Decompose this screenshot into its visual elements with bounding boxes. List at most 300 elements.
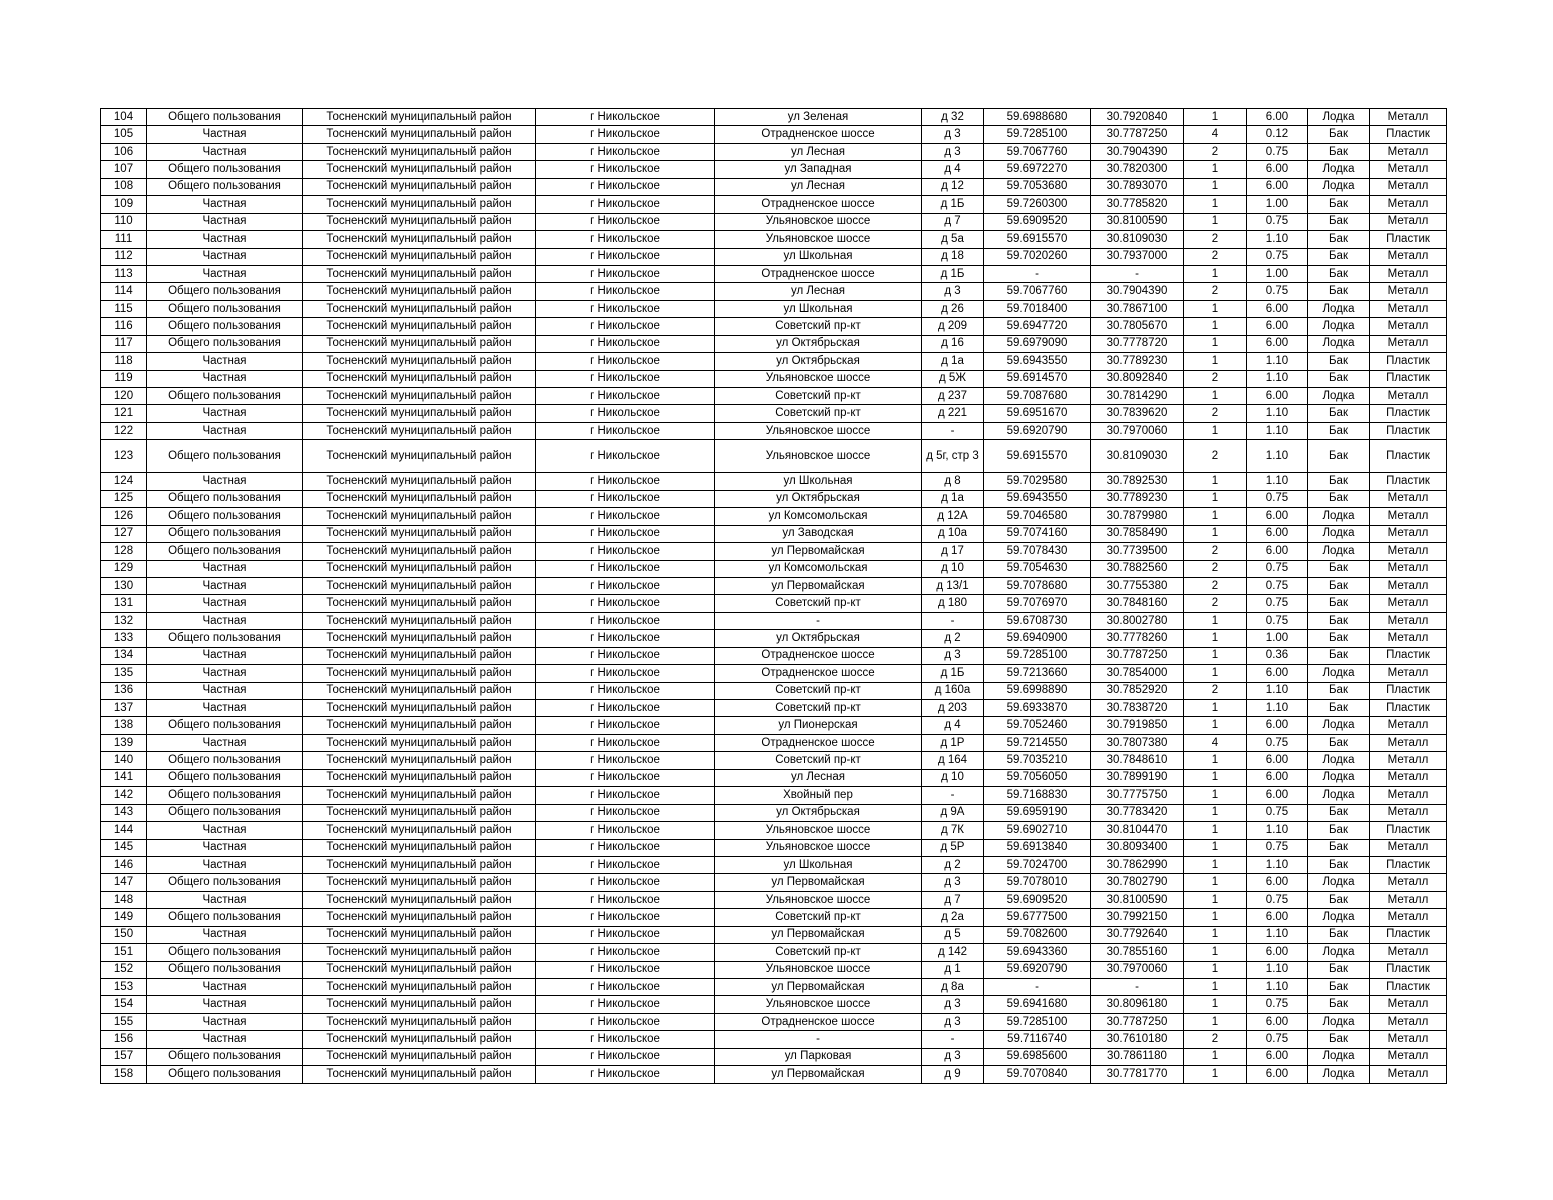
cell-latitude: 59.7074160 bbox=[984, 525, 1091, 542]
cell-volume: 6.00 bbox=[1247, 178, 1308, 195]
cell-count: 1 bbox=[1184, 1066, 1247, 1083]
cell-longitude: 30.8109030 bbox=[1091, 440, 1184, 473]
cell-district: Тосненский муниципальный район bbox=[303, 630, 536, 647]
cell-container-type: Бак bbox=[1308, 126, 1370, 143]
cell-settlement: г Никольское bbox=[536, 822, 715, 839]
cell-volume: 0.75 bbox=[1247, 577, 1308, 594]
cell-settlement: г Никольское bbox=[536, 700, 715, 717]
cell-volume: 1.10 bbox=[1247, 979, 1308, 996]
cell-street: ул Октябрьская bbox=[715, 630, 922, 647]
cell-house: д 164 bbox=[922, 752, 984, 769]
cell-access-type: Общего пользования bbox=[147, 944, 303, 961]
cell-container-type: Лодка bbox=[1308, 318, 1370, 335]
table-row bbox=[101, 630, 1447, 647]
cell-volume: 0.75 bbox=[1247, 839, 1308, 856]
table-row bbox=[101, 996, 1447, 1013]
cell-count: 1 bbox=[1184, 525, 1247, 542]
cell-container-type: Бак bbox=[1308, 734, 1370, 751]
cell-count: 1 bbox=[1184, 318, 1247, 335]
cell-settlement: г Никольское bbox=[536, 525, 715, 542]
cell-latitude: 59.7046580 bbox=[984, 508, 1091, 525]
cell-material: Металл bbox=[1370, 560, 1447, 577]
cell-longitude: 30.8092840 bbox=[1091, 370, 1184, 387]
cell-number: 108 bbox=[101, 178, 147, 195]
cell-container-type: Бак bbox=[1308, 231, 1370, 248]
cell-access-type: Общего пользования bbox=[147, 161, 303, 178]
cell-longitude: 30.7787250 bbox=[1091, 126, 1184, 143]
cell-access-type: Общего пользования bbox=[147, 961, 303, 978]
cell-container-type: Лодка bbox=[1308, 178, 1370, 195]
cell-container-type: Лодка bbox=[1308, 944, 1370, 961]
cell-house: д 9А bbox=[922, 804, 984, 821]
cell-number: 128 bbox=[101, 543, 147, 560]
cell-latitude: 59.7067760 bbox=[984, 143, 1091, 160]
cell-count: 1 bbox=[1184, 630, 1247, 647]
cell-material: Металл bbox=[1370, 909, 1447, 926]
cell-street: Ульяновское шоссе bbox=[715, 996, 922, 1013]
cell-volume: 6.00 bbox=[1247, 874, 1308, 891]
cell-container-type: Лодка bbox=[1308, 1066, 1370, 1083]
cell-latitude: - bbox=[984, 979, 1091, 996]
cell-latitude: 59.6947720 bbox=[984, 318, 1091, 335]
cell-settlement: г Никольское bbox=[536, 630, 715, 647]
data-sheet bbox=[100, 108, 1447, 1084]
cell-street: Отрадненское шоссе bbox=[715, 665, 922, 682]
cell-longitude: 30.7787250 bbox=[1091, 647, 1184, 664]
table-row bbox=[101, 1048, 1447, 1065]
cell-access-type: Общего пользования bbox=[147, 909, 303, 926]
cell-latitude: 59.7168830 bbox=[984, 787, 1091, 804]
cell-longitude: 30.7787250 bbox=[1091, 1013, 1184, 1030]
cell-volume: 6.00 bbox=[1247, 335, 1308, 352]
cell-count: 1 bbox=[1184, 996, 1247, 1013]
cell-material: Металл bbox=[1370, 178, 1447, 195]
cell-container-type: Лодка bbox=[1308, 300, 1370, 317]
cell-container-type: Бак bbox=[1308, 370, 1370, 387]
cell-latitude: 59.6915570 bbox=[984, 440, 1091, 473]
cell-latitude: 59.7035210 bbox=[984, 752, 1091, 769]
cell-house: д 160а bbox=[922, 682, 984, 699]
cell-access-type: Общего пользования bbox=[147, 109, 303, 126]
cell-longitude: 30.7755380 bbox=[1091, 577, 1184, 594]
cell-material: Металл bbox=[1370, 839, 1447, 856]
cell-volume: 1.10 bbox=[1247, 700, 1308, 717]
cell-house: д 3 bbox=[922, 1013, 984, 1030]
cell-longitude: 30.7882560 bbox=[1091, 560, 1184, 577]
cell-volume: 1.10 bbox=[1247, 926, 1308, 943]
cell-district: Тосненский муниципальный район bbox=[303, 752, 536, 769]
cell-house: д 3 bbox=[922, 996, 984, 1013]
cell-number: 140 bbox=[101, 752, 147, 769]
table-row bbox=[101, 891, 1447, 908]
table-row bbox=[101, 422, 1447, 439]
cell-volume: 1.10 bbox=[1247, 440, 1308, 473]
cell-count: 1 bbox=[1184, 822, 1247, 839]
cell-longitude: 30.7919850 bbox=[1091, 717, 1184, 734]
cell-latitude: 59.6708730 bbox=[984, 612, 1091, 629]
cell-district: Тосненский муниципальный район bbox=[303, 856, 536, 873]
cell-longitude: 30.7789230 bbox=[1091, 353, 1184, 370]
cell-material: Металл bbox=[1370, 630, 1447, 647]
cell-district: Тосненский муниципальный район bbox=[303, 178, 536, 195]
cell-settlement: г Никольское bbox=[536, 490, 715, 507]
table-row bbox=[101, 647, 1447, 664]
cell-number: 118 bbox=[101, 353, 147, 370]
cell-material: Металл bbox=[1370, 265, 1447, 282]
cell-count: 2 bbox=[1184, 595, 1247, 612]
cell-material: Металл bbox=[1370, 769, 1447, 786]
cell-settlement: г Никольское bbox=[536, 682, 715, 699]
cell-street: Советский пр-кт bbox=[715, 944, 922, 961]
cell-container-type: Лодка bbox=[1308, 525, 1370, 542]
cell-longitude: 30.7892530 bbox=[1091, 473, 1184, 490]
cell-number: 114 bbox=[101, 283, 147, 300]
cell-volume: 0.75 bbox=[1247, 612, 1308, 629]
table-row bbox=[101, 300, 1447, 317]
cell-access-type: Частная bbox=[147, 405, 303, 422]
cell-volume: 6.00 bbox=[1247, 161, 1308, 178]
cell-latitude: 59.7054630 bbox=[984, 560, 1091, 577]
cell-container-type: Бак bbox=[1308, 353, 1370, 370]
cell-volume: 6.00 bbox=[1247, 1066, 1308, 1083]
cell-count: 1 bbox=[1184, 909, 1247, 926]
cell-latitude: 59.6979090 bbox=[984, 335, 1091, 352]
cell-volume: 1.10 bbox=[1247, 370, 1308, 387]
cell-longitude: 30.7862990 bbox=[1091, 856, 1184, 873]
cell-district: Тосненский муниципальный район bbox=[303, 318, 536, 335]
cell-district: Тосненский муниципальный район bbox=[303, 822, 536, 839]
cell-latitude: 59.7070840 bbox=[984, 1066, 1091, 1083]
cell-access-type: Частная bbox=[147, 665, 303, 682]
cell-longitude: 30.7785820 bbox=[1091, 196, 1184, 213]
cell-number: 148 bbox=[101, 891, 147, 908]
cell-container-type: Лодка bbox=[1308, 1013, 1370, 1030]
cell-latitude: 59.7078010 bbox=[984, 874, 1091, 891]
cell-settlement: г Никольское bbox=[536, 178, 715, 195]
cell-material: Металл bbox=[1370, 525, 1447, 542]
cell-material: Металл bbox=[1370, 612, 1447, 629]
cell-longitude: 30.8002780 bbox=[1091, 612, 1184, 629]
cell-district: Тосненский муниципальный район bbox=[303, 909, 536, 926]
cell-number: 136 bbox=[101, 682, 147, 699]
cell-longitude: 30.7848610 bbox=[1091, 752, 1184, 769]
cell-house: д 16 bbox=[922, 335, 984, 352]
cell-material: Металл bbox=[1370, 1031, 1447, 1048]
cell-latitude: 59.6941680 bbox=[984, 996, 1091, 1013]
cell-house: д 1а bbox=[922, 490, 984, 507]
cell-street: Ульяновское шоссе bbox=[715, 370, 922, 387]
table-row bbox=[101, 595, 1447, 612]
cell-settlement: г Никольское bbox=[536, 109, 715, 126]
cell-latitude: 59.6914570 bbox=[984, 370, 1091, 387]
cell-count: 1 bbox=[1184, 196, 1247, 213]
cell-count: 2 bbox=[1184, 370, 1247, 387]
cell-count: 2 bbox=[1184, 248, 1247, 265]
cell-number: 147 bbox=[101, 874, 147, 891]
cell-material: Металл bbox=[1370, 996, 1447, 1013]
cell-longitude: 30.7855160 bbox=[1091, 944, 1184, 961]
cell-latitude: 59.6943550 bbox=[984, 353, 1091, 370]
cell-access-type: Частная bbox=[147, 126, 303, 143]
cell-number: 132 bbox=[101, 612, 147, 629]
cell-district: Тосненский муниципальный район bbox=[303, 612, 536, 629]
cell-number: 150 bbox=[101, 926, 147, 943]
cell-settlement: г Никольское bbox=[536, 577, 715, 594]
cell-district: Тосненский муниципальный район bbox=[303, 944, 536, 961]
cell-volume: 1.10 bbox=[1247, 353, 1308, 370]
table-row bbox=[101, 109, 1447, 126]
cell-material: Пластик bbox=[1370, 822, 1447, 839]
cell-number: 157 bbox=[101, 1048, 147, 1065]
cell-district: Тосненский муниципальный район bbox=[303, 804, 536, 821]
cell-latitude: 59.7052460 bbox=[984, 717, 1091, 734]
cell-number: 144 bbox=[101, 822, 147, 839]
cell-latitude: 59.7213660 bbox=[984, 665, 1091, 682]
cell-container-type: Лодка bbox=[1308, 717, 1370, 734]
cell-house: д 221 bbox=[922, 405, 984, 422]
cell-material: Пластик bbox=[1370, 856, 1447, 873]
cell-number: 146 bbox=[101, 856, 147, 873]
cell-access-type: Частная bbox=[147, 891, 303, 908]
cell-count: 1 bbox=[1184, 612, 1247, 629]
cell-house: д 7 bbox=[922, 891, 984, 908]
cell-count: 2 bbox=[1184, 682, 1247, 699]
cell-volume: 6.00 bbox=[1247, 717, 1308, 734]
cell-longitude: 30.7879980 bbox=[1091, 508, 1184, 525]
cell-volume: 0.75 bbox=[1247, 996, 1308, 1013]
cell-district: Тосненский муниципальный район bbox=[303, 143, 536, 160]
cell-district: Тосненский муниципальный район bbox=[303, 717, 536, 734]
cell-number: 142 bbox=[101, 787, 147, 804]
cell-count: 1 bbox=[1184, 473, 1247, 490]
data-table bbox=[100, 108, 1447, 1084]
cell-number: 117 bbox=[101, 335, 147, 352]
table-row bbox=[101, 822, 1447, 839]
cell-volume: 6.00 bbox=[1247, 752, 1308, 769]
cell-access-type: Общего пользования bbox=[147, 787, 303, 804]
cell-access-type: Частная bbox=[147, 856, 303, 873]
cell-district: Тосненский муниципальный район bbox=[303, 682, 536, 699]
cell-container-type: Бак bbox=[1308, 822, 1370, 839]
cell-container-type: Бак bbox=[1308, 440, 1370, 473]
cell-district: Тосненский муниципальный район bbox=[303, 647, 536, 664]
cell-settlement: г Никольское bbox=[536, 508, 715, 525]
cell-district: Тосненский муниципальный район bbox=[303, 560, 536, 577]
table-row bbox=[101, 318, 1447, 335]
cell-house: д 4 bbox=[922, 161, 984, 178]
cell-access-type: Частная bbox=[147, 926, 303, 943]
cell-count: 1 bbox=[1184, 178, 1247, 195]
cell-longitude: 30.7783420 bbox=[1091, 804, 1184, 821]
cell-access-type: Частная bbox=[147, 143, 303, 160]
table-row bbox=[101, 543, 1447, 560]
cell-house: д 203 bbox=[922, 700, 984, 717]
cell-house: д 2 bbox=[922, 630, 984, 647]
cell-number: 133 bbox=[101, 630, 147, 647]
cell-house: д 3 bbox=[922, 874, 984, 891]
cell-container-type: Лодка bbox=[1308, 109, 1370, 126]
cell-longitude: 30.7781770 bbox=[1091, 1066, 1184, 1083]
cell-settlement: г Никольское bbox=[536, 944, 715, 961]
cell-volume: 0.75 bbox=[1247, 143, 1308, 160]
cell-house: д 18 bbox=[922, 248, 984, 265]
cell-container-type: Бак bbox=[1308, 473, 1370, 490]
cell-access-type: Частная bbox=[147, 560, 303, 577]
cell-street: ул Лесная bbox=[715, 283, 922, 300]
cell-house: д 2а bbox=[922, 909, 984, 926]
cell-container-type: Бак bbox=[1308, 839, 1370, 856]
cell-house: д 32 bbox=[922, 109, 984, 126]
cell-number: 116 bbox=[101, 318, 147, 335]
cell-settlement: г Никольское bbox=[536, 996, 715, 1013]
cell-count: 2 bbox=[1184, 1031, 1247, 1048]
cell-volume: 0.75 bbox=[1247, 595, 1308, 612]
cell-container-type: Бак bbox=[1308, 961, 1370, 978]
cell-district: Тосненский муниципальный район bbox=[303, 734, 536, 751]
cell-number: 145 bbox=[101, 839, 147, 856]
cell-house: д 2 bbox=[922, 856, 984, 873]
cell-count: 2 bbox=[1184, 405, 1247, 422]
cell-street: ул Парковая bbox=[715, 1048, 922, 1065]
cell-street: ул Школьная bbox=[715, 856, 922, 873]
cell-district: Тосненский муниципальный район bbox=[303, 109, 536, 126]
table-row bbox=[101, 213, 1447, 230]
cell-access-type: Частная bbox=[147, 700, 303, 717]
cell-street: Отрадненское шоссе bbox=[715, 265, 922, 282]
cell-access-type: Частная bbox=[147, 213, 303, 230]
cell-access-type: Частная bbox=[147, 353, 303, 370]
cell-district: Тосненский муниципальный район bbox=[303, 508, 536, 525]
cell-access-type: Частная bbox=[147, 822, 303, 839]
cell-material: Металл bbox=[1370, 787, 1447, 804]
cell-longitude: 30.8093400 bbox=[1091, 839, 1184, 856]
cell-latitude: 59.6998890 bbox=[984, 682, 1091, 699]
cell-longitude: 30.7802790 bbox=[1091, 874, 1184, 891]
cell-access-type: Общего пользования bbox=[147, 318, 303, 335]
cell-count: 2 bbox=[1184, 440, 1247, 473]
cell-access-type: Частная bbox=[147, 422, 303, 439]
cell-count: 2 bbox=[1184, 543, 1247, 560]
cell-access-type: Общего пользования bbox=[147, 769, 303, 786]
cell-container-type: Бак bbox=[1308, 577, 1370, 594]
cell-number: 129 bbox=[101, 560, 147, 577]
cell-volume: 6.00 bbox=[1247, 769, 1308, 786]
cell-material: Металл bbox=[1370, 318, 1447, 335]
cell-container-type: Бак bbox=[1308, 804, 1370, 821]
cell-volume: 6.00 bbox=[1247, 665, 1308, 682]
cell-number: 156 bbox=[101, 1031, 147, 1048]
cell-district: Тосненский муниципальный район bbox=[303, 700, 536, 717]
cell-material: Металл bbox=[1370, 248, 1447, 265]
cell-settlement: г Никольское bbox=[536, 161, 715, 178]
cell-access-type: Общего пользования bbox=[147, 525, 303, 542]
cell-longitude: 30.7814290 bbox=[1091, 388, 1184, 405]
cell-district: Тосненский муниципальный район bbox=[303, 996, 536, 1013]
table-row bbox=[101, 874, 1447, 891]
cell-access-type: Общего пользования bbox=[147, 440, 303, 473]
cell-district: Тосненский муниципальный район bbox=[303, 422, 536, 439]
table-row bbox=[101, 283, 1447, 300]
cell-material: Пластик bbox=[1370, 405, 1447, 422]
cell-street: ул Зеленая bbox=[715, 109, 922, 126]
cell-number: 137 bbox=[101, 700, 147, 717]
cell-house: д 12А bbox=[922, 508, 984, 525]
cell-street: Ульяновское шоссе bbox=[715, 891, 922, 908]
cell-latitude: 59.7214550 bbox=[984, 734, 1091, 751]
cell-count: 1 bbox=[1184, 647, 1247, 664]
cell-district: Тосненский муниципальный район bbox=[303, 1013, 536, 1030]
cell-latitude: 59.7285100 bbox=[984, 647, 1091, 664]
cell-container-type: Бак bbox=[1308, 143, 1370, 160]
cell-latitude: 59.7082600 bbox=[984, 926, 1091, 943]
cell-access-type: Частная bbox=[147, 734, 303, 751]
cell-number: 126 bbox=[101, 508, 147, 525]
cell-volume: 0.75 bbox=[1247, 891, 1308, 908]
cell-container-type: Бак bbox=[1308, 265, 1370, 282]
cell-longitude: 30.8100590 bbox=[1091, 891, 1184, 908]
cell-volume: 0.12 bbox=[1247, 126, 1308, 143]
cell-latitude: 59.7029580 bbox=[984, 473, 1091, 490]
cell-count: 2 bbox=[1184, 283, 1247, 300]
cell-longitude: 30.8104470 bbox=[1091, 822, 1184, 839]
table-row bbox=[101, 560, 1447, 577]
cell-settlement: г Никольское bbox=[536, 265, 715, 282]
cell-container-type: Лодка bbox=[1308, 874, 1370, 891]
cell-material: Металл bbox=[1370, 508, 1447, 525]
cell-container-type: Бак bbox=[1308, 891, 1370, 908]
cell-district: Тосненский муниципальный район bbox=[303, 265, 536, 282]
cell-volume: 1.10 bbox=[1247, 961, 1308, 978]
cell-material: Металл bbox=[1370, 665, 1447, 682]
cell-settlement: г Никольское bbox=[536, 665, 715, 682]
cell-number: 109 bbox=[101, 196, 147, 213]
cell-count: 1 bbox=[1184, 874, 1247, 891]
cell-number: 106 bbox=[101, 143, 147, 160]
cell-settlement: г Никольское bbox=[536, 769, 715, 786]
cell-access-type: Общего пользования bbox=[147, 490, 303, 507]
cell-container-type: Лодка bbox=[1308, 752, 1370, 769]
cell-street: ул Октябрьская bbox=[715, 804, 922, 821]
table-row bbox=[101, 856, 1447, 873]
cell-longitude: 30.7848160 bbox=[1091, 595, 1184, 612]
cell-volume: 1.10 bbox=[1247, 231, 1308, 248]
cell-street: ул Лесная bbox=[715, 769, 922, 786]
cell-latitude: 59.7076970 bbox=[984, 595, 1091, 612]
table-row bbox=[101, 839, 1447, 856]
cell-material: Пластик bbox=[1370, 926, 1447, 943]
cell-access-type: Общего пользования bbox=[147, 335, 303, 352]
cell-settlement: г Никольское bbox=[536, 595, 715, 612]
cell-longitude: 30.7970060 bbox=[1091, 422, 1184, 439]
cell-settlement: г Никольское bbox=[536, 422, 715, 439]
cell-volume: 6.00 bbox=[1247, 388, 1308, 405]
cell-latitude: 59.7020260 bbox=[984, 248, 1091, 265]
cell-longitude: 30.7807380 bbox=[1091, 734, 1184, 751]
cell-street: ул Октябрьская bbox=[715, 353, 922, 370]
cell-settlement: г Никольское bbox=[536, 560, 715, 577]
cell-container-type: Бак bbox=[1308, 979, 1370, 996]
cell-district: Тосненский муниципальный район bbox=[303, 525, 536, 542]
cell-number: 127 bbox=[101, 525, 147, 542]
cell-material: Металл bbox=[1370, 388, 1447, 405]
cell-house: - bbox=[922, 1031, 984, 1048]
cell-settlement: г Никольское bbox=[536, 370, 715, 387]
table-row bbox=[101, 440, 1447, 473]
cell-container-type: Бак bbox=[1308, 422, 1370, 439]
cell-house: д 5а bbox=[922, 231, 984, 248]
cell-latitude: - bbox=[984, 265, 1091, 282]
cell-longitude: 30.7839620 bbox=[1091, 405, 1184, 422]
